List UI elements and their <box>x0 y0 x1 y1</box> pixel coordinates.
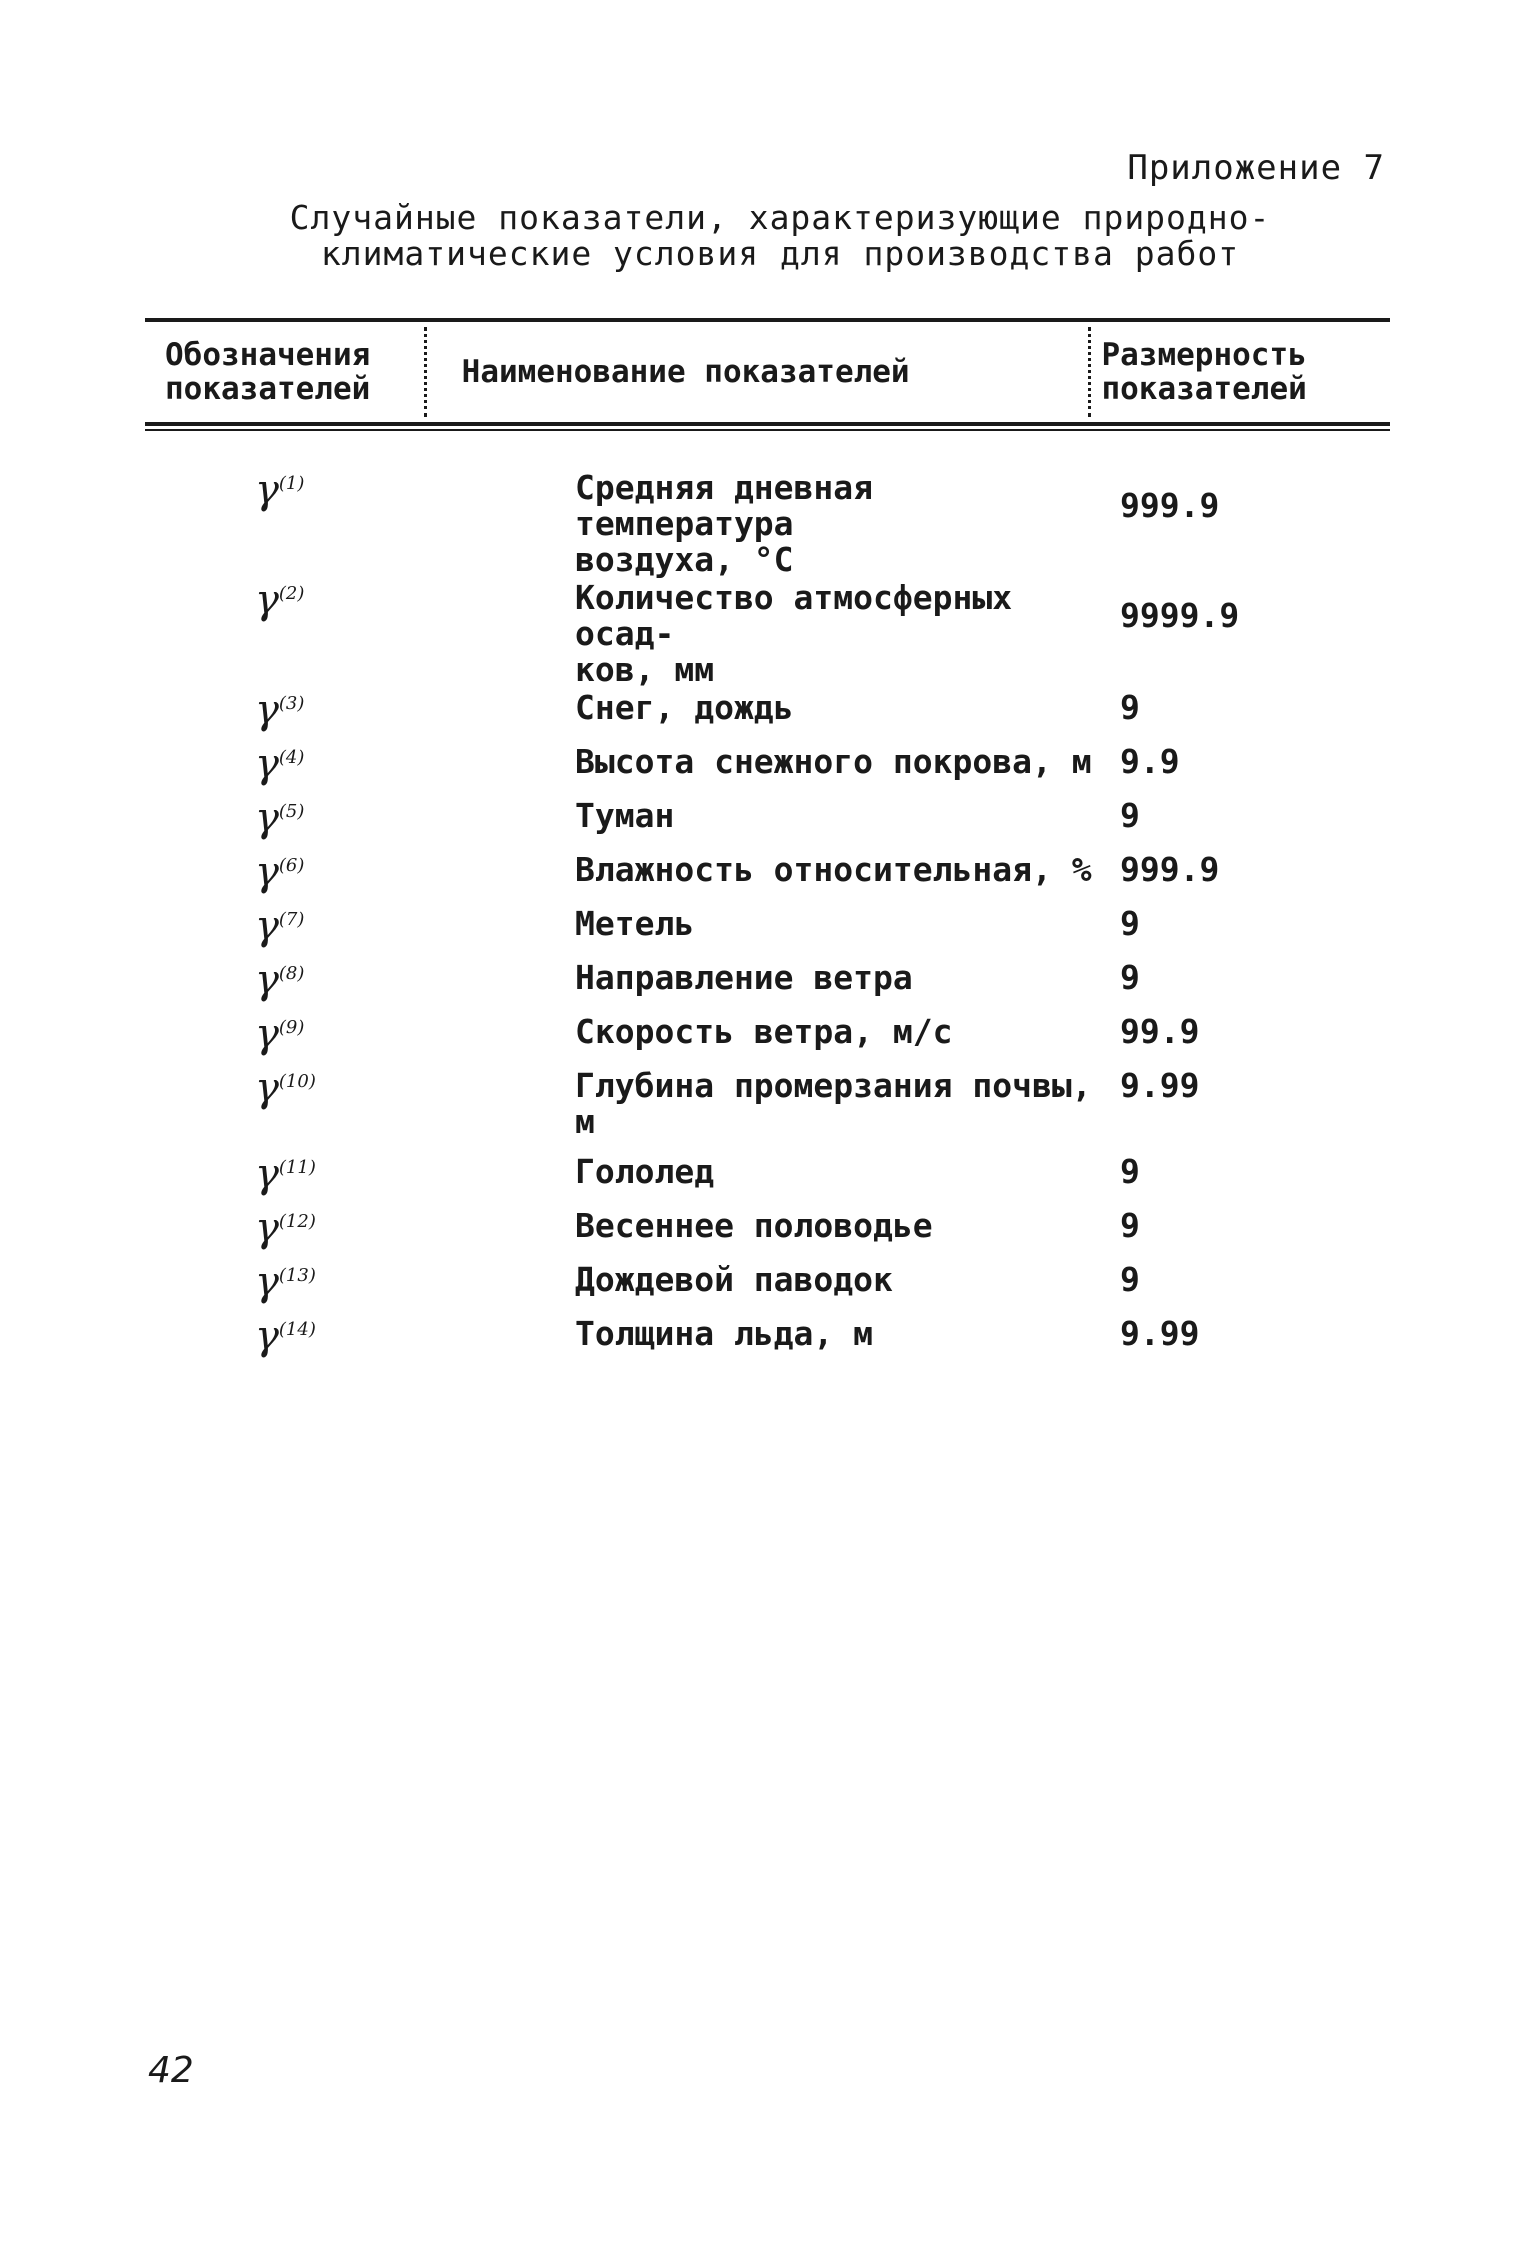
indicator-name-line-1: Дождевой паводок <box>575 1260 893 1299</box>
indicator-name <box>425 1014 1110 1050</box>
symbol-index: (8) <box>278 963 305 984</box>
indicator-symbol <box>145 795 425 841</box>
header-bottom-rule-thin <box>145 429 1390 431</box>
indicator-symbol <box>145 1065 425 1111</box>
symbol-index: (12) <box>278 1211 316 1232</box>
symbol-index: (13) <box>278 1265 316 1286</box>
indicator-name <box>425 1068 1110 1140</box>
indicator-name <box>425 1208 1110 1244</box>
document-title <box>280 200 1280 272</box>
symbol-index: (2) <box>278 583 305 604</box>
table-body <box>145 467 1390 1370</box>
indicator-symbol <box>145 741 425 787</box>
symbol-index: (14) <box>278 1319 316 1340</box>
indicator-unit: 9 <box>1120 904 1140 943</box>
indicator-unit: 9.9 <box>1120 742 1180 781</box>
header-name: Наименование показателей <box>461 354 910 390</box>
symbol-letter: γ <box>255 903 279 949</box>
table-header-row <box>145 322 1390 422</box>
symbol-letter: γ <box>255 577 279 623</box>
symbol-index: (10) <box>278 1071 316 1092</box>
symbol-index: (5) <box>278 801 305 822</box>
indicator-name-line-1: Гололед <box>575 1152 715 1191</box>
indicator-name-line-1: Средняя дневная температура <box>575 468 874 543</box>
indicator-symbol <box>145 1205 425 1251</box>
indicator-name <box>425 1154 1110 1190</box>
indicator-unit: 9999.9 <box>1120 596 1240 635</box>
indicator-symbol <box>145 849 425 895</box>
table-row <box>145 849 1390 895</box>
title-line-2: климатические условия для производства работ <box>320 234 1240 273</box>
table-row <box>145 795 1390 841</box>
symbol-letter: γ <box>255 1259 279 1305</box>
indicator-name <box>425 1316 1110 1352</box>
symbol-letter: γ <box>255 467 279 513</box>
indicator-name-line-1: Влажность относительная, % <box>575 850 1092 889</box>
indicator-name <box>425 960 1110 996</box>
symbol-letter: γ <box>255 1065 279 1111</box>
indicator-name-line-2: ков, мм <box>575 650 715 689</box>
indicators-table-header <box>145 318 1390 431</box>
indicator-name <box>425 690 1110 726</box>
indicator-symbol <box>145 577 425 623</box>
indicator-name-line-1: Высота снежного покрова, м <box>575 742 1092 781</box>
table-row <box>145 1065 1390 1141</box>
header-unit-line-2: показателей <box>1101 371 1307 407</box>
indicator-name <box>425 744 1110 780</box>
indicator-unit: 999.9 <box>1120 486 1220 525</box>
indicator-name <box>425 798 1110 834</box>
indicator-name <box>425 1262 1110 1298</box>
indicator-name <box>425 470 1110 578</box>
symbol-letter: γ <box>255 849 279 895</box>
indicator-unit: 9 <box>1120 1260 1140 1299</box>
header-symbol <box>145 338 424 406</box>
table-row <box>145 1259 1390 1305</box>
indicator-unit: 9.99 <box>1120 1066 1200 1105</box>
symbol-index: (7) <box>278 909 305 930</box>
header-unit <box>1091 338 1390 406</box>
page-number: 42 <box>148 2050 194 2091</box>
indicator-name <box>425 906 1110 942</box>
indicator-unit: 999.9 <box>1120 850 1220 889</box>
indicator-unit: 9 <box>1120 796 1140 835</box>
indicator-name-line-1: Направление ветра <box>575 958 913 997</box>
symbol-letter: γ <box>255 795 279 841</box>
symbol-letter: γ <box>255 1205 279 1251</box>
indicator-symbol <box>145 1151 425 1197</box>
symbol-index: (11) <box>278 1157 316 1178</box>
table-row <box>145 577 1390 689</box>
indicator-unit: 99.9 <box>1120 1012 1200 1051</box>
indicator-name <box>425 580 1110 688</box>
indicator-name-line-1: Толщина льда, м <box>575 1314 874 1353</box>
symbol-index: (6) <box>278 855 305 876</box>
table-row <box>145 467 1390 579</box>
indicator-name-line-1: Снег, дождь <box>575 688 794 727</box>
indicator-symbol <box>145 1313 425 1359</box>
table-row <box>145 957 1390 1003</box>
symbol-index: (9) <box>278 1017 305 1038</box>
indicator-name-line-1: Количество атмосферных осад- <box>575 578 1013 653</box>
indicator-symbol <box>145 903 425 949</box>
indicator-unit: 9 <box>1120 958 1140 997</box>
indicator-symbol <box>145 1259 425 1305</box>
symbol-letter: γ <box>255 957 279 1003</box>
indicator-name-line-2: воздуха, °С <box>575 540 794 579</box>
indicator-name <box>425 852 1110 888</box>
symbol-letter: γ <box>255 1011 279 1057</box>
symbol-letter: γ <box>255 1313 279 1359</box>
header-bottom-rule <box>145 422 1390 426</box>
indicator-name-line-1: Весеннее половодье <box>575 1206 933 1245</box>
indicator-unit: 9 <box>1120 1152 1140 1191</box>
indicator-unit: 9.99 <box>1120 1314 1200 1353</box>
table-row <box>145 1313 1390 1359</box>
indicator-symbol <box>145 467 425 513</box>
indicator-unit: 9 <box>1120 688 1140 727</box>
table-row <box>145 687 1390 733</box>
indicator-symbol <box>145 957 425 1003</box>
header-symbol-line-1: Обозначения <box>165 337 371 373</box>
indicator-name-line-1: Скорость ветра, м/с <box>575 1012 953 1051</box>
indicator-unit: 9 <box>1120 1206 1140 1245</box>
symbol-index: (1) <box>278 473 305 494</box>
indicator-symbol <box>145 687 425 733</box>
table-row <box>145 1205 1390 1251</box>
symbol-index: (4) <box>278 747 305 768</box>
header-unit-line-1: Размерность <box>1101 337 1307 373</box>
appendix-label: Приложение 7 <box>1127 148 1385 188</box>
title-line-1: Случайные показатели, характеризующие природно- <box>289 198 1271 237</box>
table-row <box>145 741 1390 787</box>
table-row <box>145 1011 1390 1057</box>
symbol-letter: γ <box>255 687 279 733</box>
symbol-letter: γ <box>255 741 279 787</box>
indicator-name-line-1: Метель <box>575 904 695 943</box>
table-row <box>145 1151 1390 1197</box>
indicator-name-line-1: Глубина промерзания почвы, м <box>575 1066 1092 1141</box>
indicator-name-line-1: Туман <box>575 796 675 835</box>
symbol-letter: γ <box>255 1151 279 1197</box>
symbol-index: (3) <box>278 693 305 714</box>
indicator-symbol <box>145 1011 425 1057</box>
table-row <box>145 903 1390 949</box>
header-symbol-line-2: показателей <box>165 371 371 407</box>
